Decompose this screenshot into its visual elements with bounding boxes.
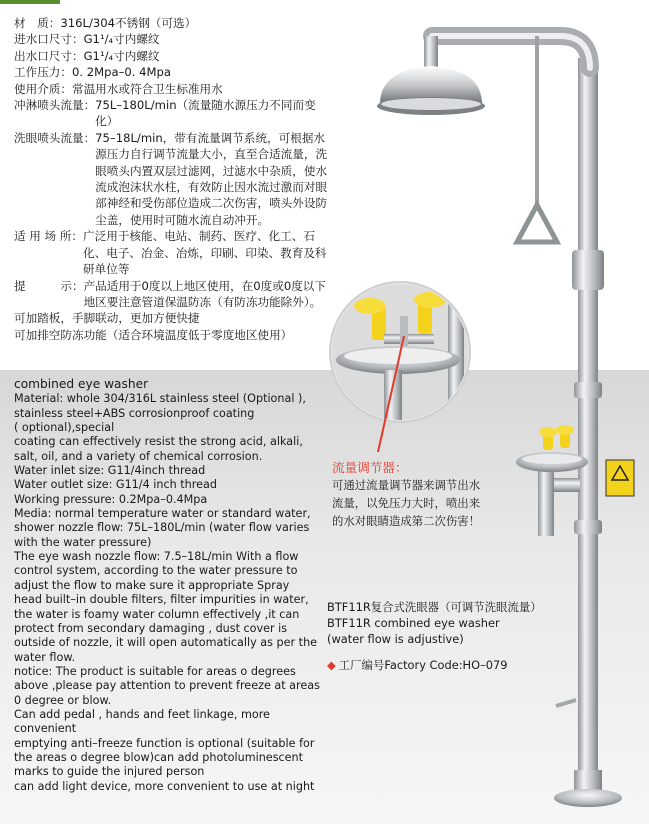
english-line: protect from secondary damaging , dust cover is [14, 621, 288, 635]
callout-line: 的水对眼睛造成第二次伤害！ [332, 514, 481, 528]
english-line: Can add pedal , hands and feet linkage, more convenient [14, 707, 270, 736]
product-name-en: BTF11R combined eye washer [327, 616, 500, 630]
spec-row: 冲淋喷头流量： 75L–180L/min（流量随水源压力不同而变化） [14, 98, 316, 129]
english-line: coating can effectively resist the strong acid, alkali, [14, 435, 303, 449]
spec-row: 工作压力： 0. 2Mpa–0. 4Mpa [14, 65, 171, 80]
english-line: head built–in double filters, filter impurities in water, [14, 593, 309, 607]
spec-row: 洗眼喷头流量： 75–18L/min，带有流量调节系统，可根据水源压力自行调节流量大小，直至合适流量，洗眼喷头内置双层过滤网，过滤水中杂质，使水流成泡沫状水柱，有效防止因水流过激而对眼部神经和受伤部位造成二次伤害，喷头外设防尘盖，使用时可随水流自动冲开。 [14, 130, 328, 227]
chinese-spec-list [14, 15, 332, 343]
english-line: with the water pressure) [14, 535, 152, 549]
english-line: outside of nozzle, it will open automatically as per the [14, 636, 318, 650]
callout-line: 流量，以免压力大时，喷出来 [332, 496, 481, 510]
floor-base [554, 789, 622, 807]
english-line: Water inlet size: G11/4inch thread [14, 464, 206, 478]
english-line: Media: normal temperature water or standard water, [14, 507, 311, 521]
english-line: marks to guide the injured person [14, 765, 205, 779]
product-caption [327, 599, 567, 647]
factory-code-text: 工厂编号Factory Code:HO–079 [338, 658, 508, 672]
english-line: Water outlet size: G11/4 inch thread [14, 478, 217, 492]
callout-line: 可通过流量调节器来调节出水 [332, 478, 481, 492]
english-title: combined eye washer [14, 377, 149, 391]
english-line: Working pressure: 0.2Mpa–0.4Mpa [14, 492, 208, 506]
english-line: above ,please pay attention to prevent freeze at areas [14, 679, 320, 693]
pull-handle-icon [517, 205, 557, 242]
spec-row: 进水口尺寸： G1¹/₄寸内螺纹 [14, 32, 160, 47]
english-line: notice: The product is suitable for areas o degrees [14, 664, 296, 678]
main-pipe [578, 58, 598, 788]
english-line: adjust the flow to make sure it appropriate Spray [14, 578, 290, 592]
english-line: The eye wash nozzle flow: 7.5–18L/min With a flow [14, 550, 299, 564]
english-line: stainless steel+ABS corrosionproof coating [14, 406, 255, 420]
english-description [14, 377, 332, 794]
english-line: salt, oil, and a variety of chemical corrosion. [14, 449, 263, 463]
spec-row: 适 用 场 所： 广泛用于核能、电站、制药、医疗、化工、石化、电子、冶金、冶炼，印刷、印染、教育及科研单位等 [14, 229, 327, 277]
english-line: shower nozzle flow: 75L–180L/min (water flow varies [14, 521, 310, 535]
english-line: emptying anti–freeze function is optional (suitable for [14, 736, 315, 750]
english-line: 0 degree or blow. [14, 693, 112, 707]
extra-option-line: 可加排空防冻功能（适合环境温度低于零度地区使用） [14, 327, 293, 342]
diamond-bullet-icon: ◆ [327, 658, 336, 672]
flow-regulator-title: 流量调节器： [332, 460, 408, 475]
english-line: ( optional),special [14, 421, 115, 435]
english-line: the water is foamy water column effectively ,it can [14, 607, 300, 621]
extra-option-line: 可加踏板，手脚联动，更加方便快捷 [14, 311, 200, 326]
english-line: Material: whole 304/316L stainless steel (Optional ), [14, 392, 306, 406]
spec-row: 提 示： 产品适用于0度以上地区使用，在0度或0度以下地区要注意管道保温防冻（有防冻功能除外）。 [14, 278, 326, 309]
english-line: control system, according to the water pressure to [14, 564, 298, 578]
spec-row: 材 质： 316L/304不锈钢（可选） [14, 16, 197, 30]
english-line: the areas o degree blow)can add photoluminescent [14, 750, 304, 764]
product-name-cn: BTF11R复合式洗眼器（可调节洗眼流量） [327, 600, 542, 614]
flow-regulator-description [332, 476, 532, 530]
spec-row: 出水口尺寸： G1¹/₄寸内螺纹 [14, 48, 160, 63]
factory-code [327, 657, 508, 673]
product-note-en: (water flow is adjustive) [327, 632, 464, 646]
english-line: water flow. [14, 650, 76, 664]
spec-row: 使用介质： 常温用水或符合卫生标准用水 [14, 81, 223, 96]
english-line: can add light device, more convenient to use at night [14, 779, 315, 793]
